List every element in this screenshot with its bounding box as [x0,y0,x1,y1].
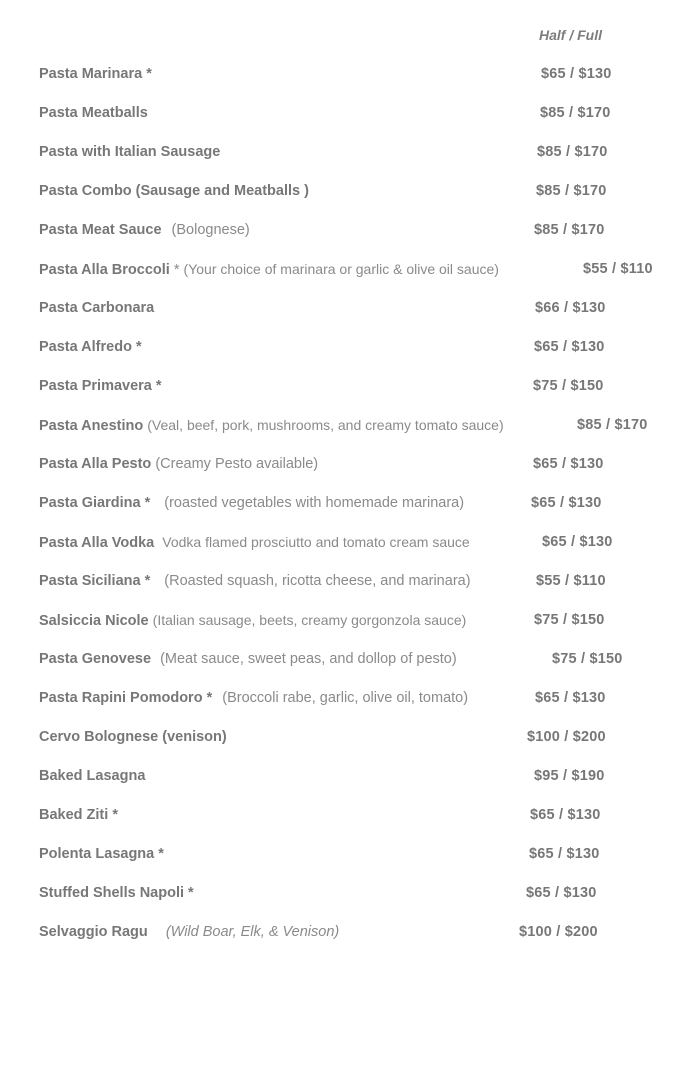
item-name: Polenta Lasagna * [39,846,164,862]
item-price: $100 / $200 [527,729,606,745]
item-name: Pasta with Italian Sausage [39,144,221,160]
item-price: $65 / $130 [531,495,602,511]
item-price: $55 / $110 [536,573,606,589]
menu-item-pasta-italian-sausage [39,144,679,164]
item-price: $85 / $170 [534,222,605,238]
menu-item-pasta-primavera [39,378,679,398]
item-description: (roasted vegetables with homemade marinara) [164,495,465,511]
item-name: Cervo Bolognese (venison) [39,729,227,745]
item-price: $65 / $130 [534,339,605,355]
item-price: $65 / $130 [541,66,612,82]
item-name: Pasta Combo (Sausage and Meatballs ) [39,183,309,199]
menu-item-pasta-meat-sauce [39,222,679,242]
item-name: Stuffed Shells Napoli * [39,885,194,901]
item-description: (Your choice of marinara or garlic & olive oil sauce) [183,261,499,277]
item-price: $65 / $130 [530,807,601,823]
item-name: Pasta Alfredo * [39,339,142,355]
item-description: Vodka flamed prosciutto and tomato cream sauce [162,534,470,550]
item-description: (Bolognese) [171,222,250,238]
item-price: $75 / $150 [552,651,623,667]
menu-item-baked-lasagna [39,768,679,788]
menu-item-stuffed-shells-napoli [39,885,679,905]
menu-item-pasta-giardina [39,495,679,515]
item-price: $65 / $130 [533,456,604,472]
item-name: Pasta Meat Sauce [39,222,162,238]
item-description: (Roasted squash, ricotta cheese, and marinara) [164,573,471,589]
menu-item-pasta-carbonara [39,300,679,320]
item-price: $85 / $170 [537,144,608,160]
menu-item-pasta-rapini-pomodoro [39,690,679,710]
price-column-header: Half / Full [539,27,602,43]
item-name: Pasta Genovese [39,651,152,667]
item-price: $75 / $150 [534,612,605,628]
item-price: $65 / $130 [542,534,613,550]
item-name: Pasta Alla Broccoli * [39,262,180,278]
item-description: (Meat sauce, sweet peas, and dollop of pesto) [160,651,457,667]
item-price: $85 / $170 [540,105,611,121]
item-price: $65 / $130 [535,690,606,706]
item-description: (Creamy Pesto available) [155,456,319,472]
menu-item-salsiccia-nicole [39,612,679,632]
item-name: Pasta Meatballs [39,105,148,121]
menu-item-pasta-alla-pesto [39,456,679,476]
menu-item-pasta-alla-vodka [39,534,679,554]
item-price: $65 / $130 [529,846,600,862]
item-name: Pasta Rapini Pomodoro * [39,690,213,706]
item-name: Pasta Primavera * [39,378,162,394]
item-price: $85 / $170 [577,417,648,433]
item-name: Pasta Carbonara [39,300,155,316]
menu-item-pasta-alfredo [39,339,679,359]
menu-item-cervo-bolognese [39,729,679,749]
menu-item-baked-ziti [39,807,679,827]
item-price: $100 / $200 [519,924,598,940]
item-description: (Wild Boar, Elk, & Venison) [165,924,340,940]
item-name: Baked Lasagna [39,768,146,784]
menu-item-pasta-genovese [39,651,679,671]
menu-item-pasta-marinara [39,66,679,86]
item-price: $66 / $130 [535,300,606,316]
menu-item-pasta-meatballs [39,105,679,125]
menu-item-pasta-siciliana [39,573,679,593]
item-price: $75 / $150 [533,378,604,394]
item-name: Pasta Alla Vodka [39,535,155,551]
item-price: $95 / $190 [534,768,605,784]
menu-item-pasta-anestino [39,417,679,437]
item-description: (Veal, beef, pork, mushrooms, and creamy tomato sauce) [147,417,504,433]
item-price: $85 / $170 [536,183,607,199]
item-name: Pasta Marinara * [39,66,152,82]
item-description: (Italian sausage, beets, creamy gorgonzola sauce) [152,612,467,628]
item-name: Selvaggio Ragu [39,924,148,940]
item-price: $65 / $130 [526,885,597,901]
item-description: (Broccoli rabe, garlic, olive oil, tomato) [222,690,469,706]
item-name: Pasta Siciliana * [39,573,151,589]
menu-item-pasta-alla-broccoli [39,261,679,281]
item-name: Salsiccia Nicole [39,613,149,629]
item-name: Pasta Giardina * [39,495,151,511]
item-name: Baked Ziti * [39,807,118,823]
item-price: $55 / $110 [583,261,653,277]
menu-item-pasta-combo [39,183,679,203]
menu-item-polenta-lasagna [39,846,679,866]
item-name: Pasta Alla Pesto [39,456,152,472]
menu-item-selvaggio-ragu [39,924,679,944]
item-name: Pasta Anestino [39,418,144,434]
